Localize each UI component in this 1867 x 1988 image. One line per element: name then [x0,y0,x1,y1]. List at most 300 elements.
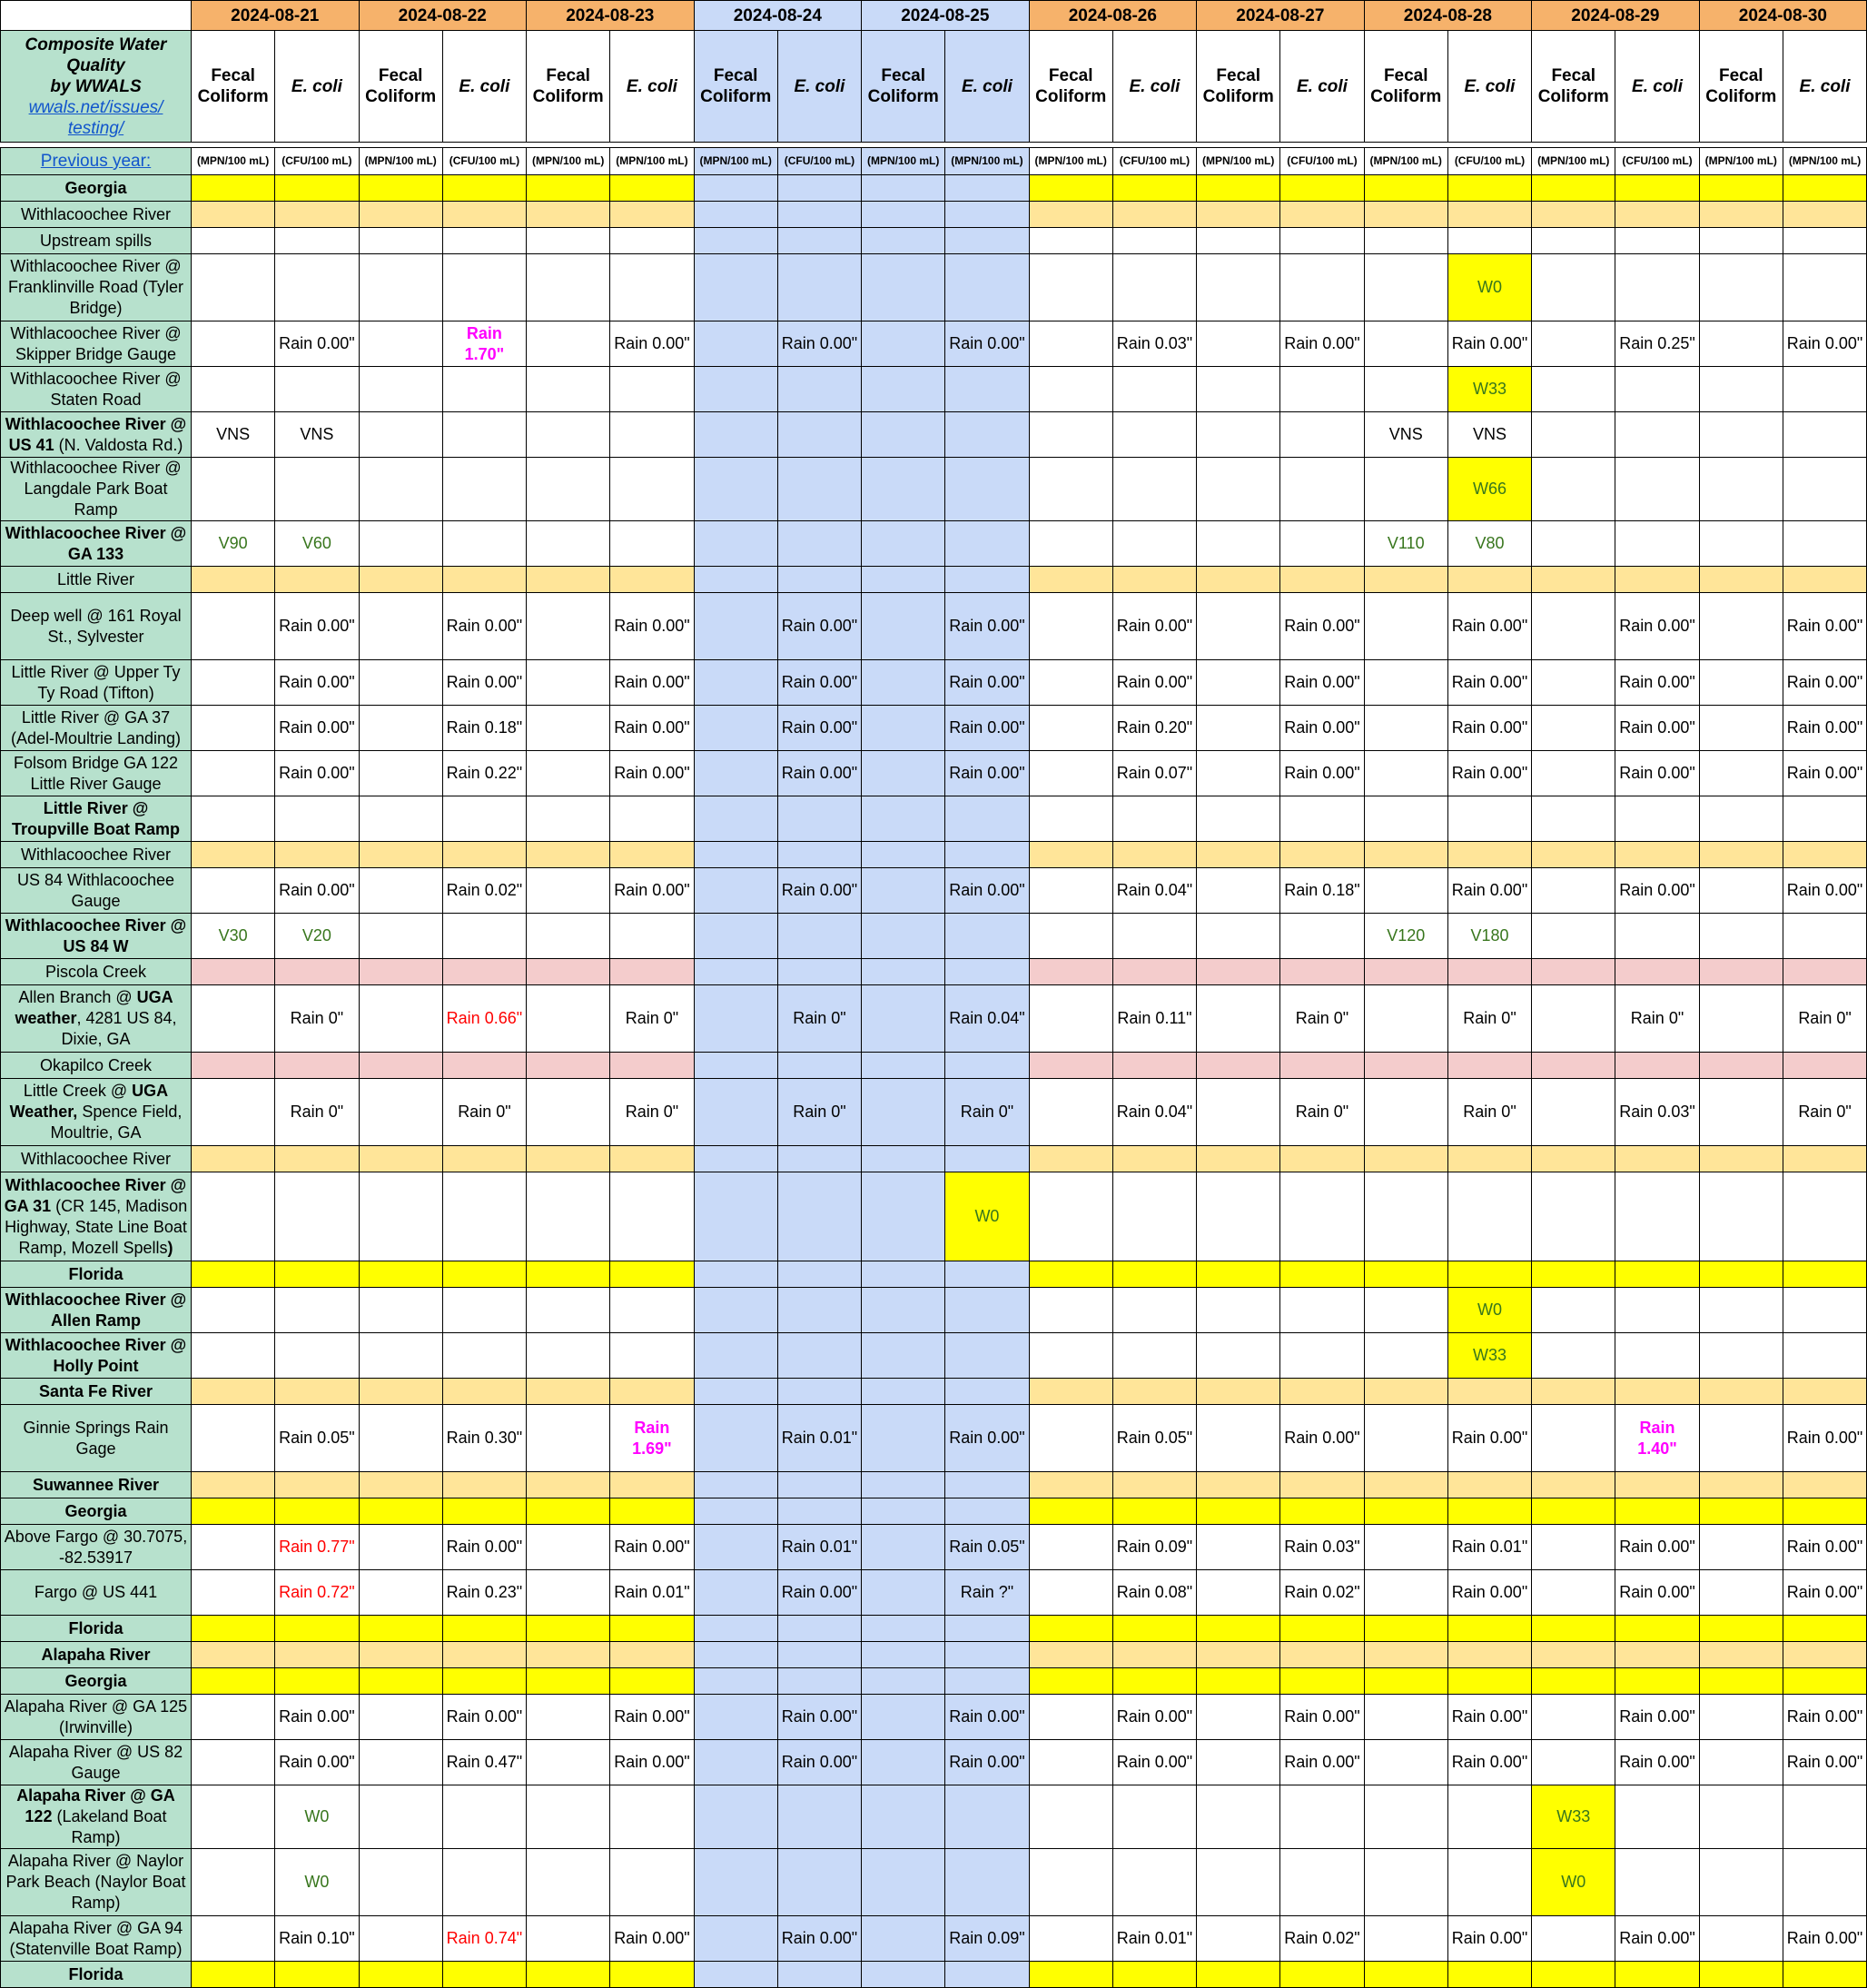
value-cell [610,868,694,914]
site-row [1,412,1867,458]
value-cell [945,1916,1029,1962]
empty-cell [1447,1616,1531,1642]
empty-cell [1364,1695,1447,1740]
cell-value: Rain 0.00" [1619,1707,1695,1726]
empty-cell [1364,1668,1447,1695]
empty-cell [694,868,777,914]
empty-cell [359,1916,442,1962]
empty-cell [862,321,945,367]
value-cell [610,1570,694,1616]
empty-cell [777,1053,861,1079]
value-cell [777,1740,861,1785]
ecoli-header [1280,31,1364,143]
site-label [1,751,192,796]
empty-cell [1197,914,1280,959]
site-row [1,228,1867,254]
value-cell [1447,458,1531,521]
empty-cell [1280,567,1364,593]
value-cell [1783,1916,1866,1962]
empty-cell [1699,1053,1783,1079]
cell-value: Rain 0" [1798,1103,1852,1121]
cell-value: Rain 0" [458,1103,511,1121]
cell-value: Rain 0.00" [1619,1753,1695,1771]
empty-cell [1029,1333,1112,1379]
empty-cell [1699,367,1783,412]
cell-value: Rain 0.00" [614,1707,690,1726]
section-row [1,202,1867,228]
section-row [1,1379,1867,1405]
unit-label: (CFU/100 mL) [442,148,526,175]
empty-cell [275,1053,359,1079]
empty-cell [945,1962,1029,1988]
empty-cell [527,1962,610,1988]
empty-cell [1699,1172,1783,1261]
empty-cell [862,1668,945,1695]
cell-value: Rain 0.00" [614,1538,690,1556]
empty-cell [527,521,610,567]
empty-cell [1029,567,1112,593]
empty-cell [442,367,526,412]
cell-value: Rain 0" [1295,1009,1349,1027]
empty-cell [359,1053,442,1079]
empty-cell [527,1642,610,1668]
empty-cell [1364,1379,1447,1405]
site-label [1,1079,192,1146]
date-header: 2024-08-26 [1029,1,1197,31]
empty-cell [1699,1288,1783,1333]
empty-cell [610,842,694,868]
cell-value: Rain 0.00" [1786,334,1863,352]
value-cell [945,593,1029,660]
cell-value: Rain 0.00" [614,334,690,352]
value-cell [1280,660,1364,706]
value-cell [1615,1525,1699,1570]
value-cell [777,1079,861,1146]
parameter-name: E. coli [1296,76,1348,96]
empty-cell [1699,1740,1783,1785]
site-label [1,1405,192,1472]
empty-cell [777,1785,861,1849]
empty-cell [192,1498,275,1525]
value-cell [192,412,275,458]
empty-cell [192,1785,275,1849]
empty-cell [1783,959,1866,985]
value-cell [777,593,861,660]
cell-value: Rain 0.10" [279,1929,355,1947]
empty-cell [945,1642,1029,1668]
empty-cell [1364,1053,1447,1079]
empty-cell [610,1616,694,1642]
value-cell [275,1525,359,1570]
label-text: Allen Branch @ [18,988,137,1006]
date-header: 2024-08-23 [527,1,695,31]
empty-cell [1280,1642,1364,1668]
label-text: Ginnie Springs Rain Gage [23,1418,169,1458]
cell-value: Rain 0.00" [1284,334,1360,352]
unit-label: (MPN/100 mL) [862,148,945,175]
empty-cell [192,985,275,1053]
value-cell [275,412,359,458]
cell-value: Rain 0.00" [1786,718,1863,737]
site-label [1,868,192,914]
parameter-name: Fecal Coliform [1705,66,1777,106]
empty-cell [1364,985,1447,1053]
empty-cell [862,959,945,985]
empty-cell [610,1261,694,1288]
empty-cell [1783,367,1866,412]
fecal-coliform-header [527,31,610,143]
value-cell [192,914,275,959]
site-label [1,367,192,412]
empty-cell [1699,228,1783,254]
unit-label: (CFU/100 mL) [1615,148,1699,175]
empty-cell [1112,1642,1196,1668]
empty-cell [192,1962,275,1988]
cell-value: Rain 0.00" [1786,764,1863,782]
empty-cell [1783,1962,1866,1988]
label-text: Georgia [64,1501,127,1520]
value-cell [945,1695,1029,1740]
cell-value: Rain 0.00" [781,718,858,737]
empty-cell [610,914,694,959]
empty-cell [1112,1472,1196,1498]
value-cell [275,868,359,914]
empty-cell [1532,202,1615,228]
section-label [1,1498,192,1525]
cell-value: Rain 0.01" [781,1429,858,1447]
empty-cell [777,1472,861,1498]
label-text: Withlacoochee River @ Staten Road [10,369,182,409]
cell-value: Rain 0.09" [949,1929,1025,1947]
empty-cell [359,321,442,367]
empty-cell [1197,1472,1280,1498]
empty-cell [1364,660,1447,706]
value-cell [1447,660,1531,706]
parameter-name: Fecal Coliform [1370,66,1442,106]
testing-link[interactable] [29,98,163,138]
empty-cell [1112,367,1196,412]
empty-cell [1783,1288,1866,1333]
label-text: Santa Fe River [38,1381,153,1400]
empty-cell [1197,1146,1280,1172]
empty-cell [1364,868,1447,914]
parameter-name: Fecal Coliform [532,66,604,106]
empty-cell [442,959,526,985]
empty-cell [1112,521,1196,567]
value-cell [1447,521,1531,567]
cell-value: Rain 0.00" [279,764,355,782]
cell-value: Rain 0.07" [1116,764,1193,782]
unit-label: (MPN/100 mL) [1699,148,1783,175]
empty-cell [1029,521,1112,567]
cell-value: Rain 0.00" [279,881,355,899]
empty-cell [777,1333,861,1379]
parameter-header-row [1,31,1867,143]
value-cell [777,1916,861,1962]
cell-value: Rain 0.00" [781,764,858,782]
label-text: Little River [56,569,135,588]
empty-cell [945,1849,1029,1916]
cell-value: Rain 0.00" [446,1707,523,1726]
empty-cell [862,202,945,228]
value-cell [442,868,526,914]
empty-cell [1783,1053,1866,1079]
empty-cell [192,1695,275,1740]
site-label [1,796,192,842]
empty-cell [1280,458,1364,521]
value-cell [275,1695,359,1740]
empty-cell [694,175,777,202]
section-label [1,1379,192,1405]
empty-cell [1029,1962,1112,1988]
section-row [1,1616,1867,1642]
empty-cell [1532,175,1615,202]
empty-cell [694,1146,777,1172]
value-cell [1280,1695,1364,1740]
site-label [1,321,192,367]
empty-cell [1364,202,1447,228]
cell-value: W0 [1477,1301,1502,1319]
empty-cell [442,412,526,458]
empty-cell [1029,367,1112,412]
empty-cell [1029,914,1112,959]
empty-cell [610,1379,694,1405]
cell-value: Rain 0.66" [446,1009,523,1027]
empty-cell [359,1288,442,1333]
cell-value: Rain 0.00" [1786,1929,1863,1947]
value-cell [1364,914,1447,959]
empty-cell [1280,796,1364,842]
section-row [1,842,1867,868]
label-text: Florida [68,1964,123,1983]
empty-cell [1112,914,1196,959]
empty-cell [1197,1849,1280,1916]
empty-cell [1112,796,1196,842]
label-text: Little Creek @ [23,1082,133,1100]
empty-cell [1783,1785,1866,1849]
value-cell [777,1695,861,1740]
empty-cell [777,1962,861,1988]
empty-cell [1783,1642,1866,1668]
ecoli-header [777,31,861,143]
empty-cell [694,254,777,321]
unit-label: (MPN/100 mL) [1783,148,1866,175]
empty-cell [610,1668,694,1695]
empty-cell [610,367,694,412]
units-row [1,148,1867,175]
empty-cell [192,660,275,706]
empty-cell [359,1849,442,1916]
cell-value: Rain 0.00" [1451,1753,1528,1771]
empty-cell [1197,1962,1280,1988]
empty-cell [694,367,777,412]
value-cell [945,660,1029,706]
cell-value: Rain 0.74" [446,1929,523,1947]
empty-cell [1364,842,1447,868]
cell-value: VNS [1388,425,1423,443]
empty-cell [862,1642,945,1668]
value-cell [610,985,694,1053]
empty-cell [1364,254,1447,321]
site-row [1,706,1867,751]
value-cell [1447,1570,1531,1616]
empty-cell [610,567,694,593]
empty-cell [1615,1379,1699,1405]
previous-year-link[interactable]: Previous year: [40,152,152,171]
value-cell [1447,706,1531,751]
empty-cell [192,959,275,985]
empty-cell [862,1695,945,1740]
label-text: Little River @ GA 37 (Adel-Moultrie Landing) [10,707,182,747]
empty-cell [192,567,275,593]
empty-cell [1699,660,1783,706]
empty-cell [1783,1333,1866,1379]
empty-cell [192,868,275,914]
value-cell [1112,321,1196,367]
empty-cell [1783,521,1866,567]
empty-cell [1532,959,1615,985]
empty-cell [359,202,442,228]
empty-cell [945,1379,1029,1405]
date-header: 2024-08-22 [359,1,527,31]
empty-cell [1783,842,1866,868]
empty-cell [359,959,442,985]
empty-cell [1532,1962,1615,1988]
label-text: Withlacoochee River @ Allen Ramp [5,1290,187,1330]
empty-cell [1532,1740,1615,1785]
empty-cell [1699,593,1783,660]
empty-cell [1029,412,1112,458]
cell-value: Rain 0.00" [1451,1583,1528,1601]
empty-cell [527,367,610,412]
empty-cell [1280,228,1364,254]
empty-cell [1364,1172,1447,1261]
empty-cell [1112,842,1196,868]
empty-cell [527,1333,610,1379]
value-cell [1615,321,1699,367]
parameter-name: E. coli [1129,76,1180,96]
empty-cell [1364,1570,1447,1616]
empty-cell [945,1333,1029,1379]
empty-cell [777,1172,861,1261]
value-cell [1112,868,1196,914]
empty-cell [1699,1333,1783,1379]
empty-cell [945,367,1029,412]
label-text: Withlacoochee River @ GA 133 [5,523,187,563]
empty-cell [777,842,861,868]
site-row [1,1740,1867,1785]
empty-cell [862,521,945,567]
value-cell [1112,1525,1196,1570]
value-cell [1447,914,1531,959]
empty-cell [694,1616,777,1642]
value-cell [1280,1740,1364,1785]
empty-cell [862,914,945,959]
empty-cell [862,1472,945,1498]
empty-cell [1197,1405,1280,1472]
empty-cell [1699,1261,1783,1288]
empty-cell [442,1668,526,1695]
empty-cell [694,1916,777,1962]
empty-cell [694,1785,777,1849]
empty-cell [1364,1916,1447,1962]
value-cell [610,706,694,751]
empty-cell [192,228,275,254]
empty-cell [1783,202,1866,228]
cell-value: Rain 0.00" [1284,1753,1360,1771]
title-line: Quality [66,55,125,75]
value-cell [610,660,694,706]
empty-cell [777,1849,861,1916]
empty-cell [777,521,861,567]
empty-cell [1029,1642,1112,1668]
cell-value: Rain 0.00" [949,881,1025,899]
value-cell [275,321,359,367]
empty-cell [275,458,359,521]
cell-value: VNS [1472,425,1506,443]
empty-cell [442,567,526,593]
value-cell [777,321,861,367]
empty-cell [610,1288,694,1333]
empty-cell [275,202,359,228]
value-cell [442,1079,526,1146]
value-cell [777,660,861,706]
empty-cell [1532,751,1615,796]
cell-value: Rain 0" [625,1009,679,1027]
empty-cell [862,1962,945,1988]
empty-cell [1532,1053,1615,1079]
empty-cell [777,202,861,228]
label-text: Alapaha River @ Naylor Park Beach (Naylor Boat Ramp) [5,1852,186,1912]
empty-cell [610,796,694,842]
empty-cell [1280,1668,1364,1695]
empty-cell [862,175,945,202]
empty-cell [527,254,610,321]
site-row [1,751,1867,796]
empty-cell [1197,796,1280,842]
unit-label: (CFU/100 mL) [1447,148,1531,175]
empty-cell [945,567,1029,593]
site-label [1,1570,192,1616]
cell-value: Rain 0.00" [446,617,523,635]
empty-cell [1532,1668,1615,1695]
empty-cell [1364,751,1447,796]
empty-cell [1699,1849,1783,1916]
date-header: 2024-08-25 [862,1,1030,31]
empty-cell [275,1379,359,1405]
empty-cell [275,228,359,254]
empty-cell [442,1616,526,1642]
section-label [1,1668,192,1695]
value-cell [1447,1405,1531,1472]
cell-value: Rain 0.00" [446,673,523,691]
cell-value: Rain 0.02" [446,881,523,899]
cell-value: Rain 0" [290,1103,344,1121]
empty-cell [694,412,777,458]
empty-cell [1112,959,1196,985]
unit-label: (MPN/100 mL) [694,148,777,175]
unit-label: (CFU/100 mL) [1280,148,1364,175]
empty-cell [1532,706,1615,751]
empty-cell [1197,567,1280,593]
empty-cell [1699,521,1783,567]
ecoli-header [610,31,694,143]
empty-cell [527,458,610,521]
empty-cell [1197,985,1280,1053]
empty-cell [1447,567,1531,593]
cell-value: W0 [1477,278,1502,296]
empty-cell [862,1146,945,1172]
